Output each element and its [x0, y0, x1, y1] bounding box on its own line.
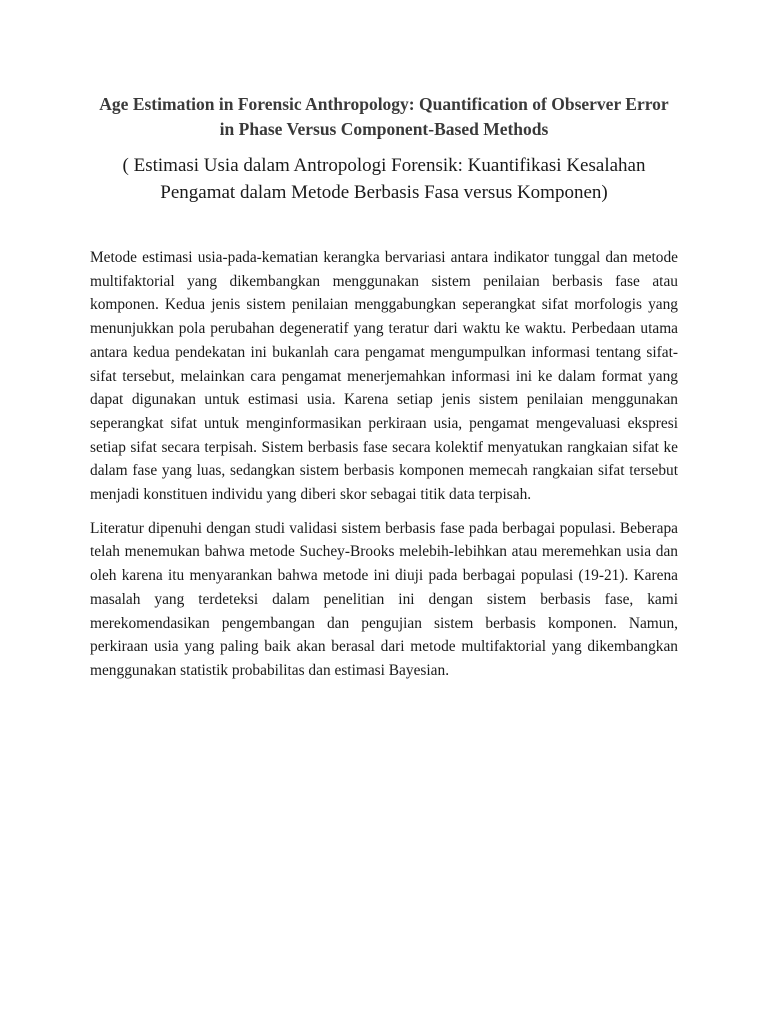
document-title: Age Estimation in Forensic Anthropology: Quantification of Observer Error in Phase Versus Component-Based Methods	[99, 94, 669, 139]
body-paragraph-1: Metode estimasi usia-pada-kematian kerangka bervariasi antara indikator tunggal dan metode multifaktorial yang dikembangkan menggunakan sistem penilaian berbasis fase atau komponen. Kedua jenis sistem penilaian menggabungkan seperangkat sifat morfologis yang menunjukkan pola perubahan degeneratif yang teratur dari waktu ke waktu. Perbedaan utama antara kedua pendekatan ini bukanlah cara pengamat mengumpulkan informasi tentang sifat-sifat tersebut, melainkan cara pengamat menerjemahkan informasi ini ke dalam format yang dapat digunakan untuk estimasi usia. Karena setiap jenis sistem penilaian menggunakan seperangkat sifat untuk menginformasikan perkiraan usia, pengamat mengevaluasi ekspresi setiap sifat secara terpisah. Sistem berbasis fase secara kolektif menyatukan rangkaian sifat ke dalam fase yang luas, sedangkan sistem berbasis komponen memecah rangkaian sifat tersebut menjadi konstituen individu yang diberi skor sebagai titik data terpisah.	[90, 249, 678, 504]
document-body	[90, 246, 678, 693]
document-subtitle-translation: ( Estimasi Usia dalam Antropologi Forensik: Kuantifikasi Kesalahan Pengamat dalam Metode Berbasis Fasa versus Komponen)	[122, 155, 646, 203]
body-paragraph-2: Literatur dipenuhi dengan studi validasi sistem berbasis fase pada berbagai populasi. Beberapa telah menemukan bahwa metode Suchey-Brooks melebih-lebihkan atau meremehkan usia dan oleh karena itu menyarankan bahwa metode ini diuji pada berbagai populasi (19-21). Karena masalah yang terdeteksi dalam penelitian ini dengan sistem berbasis fase, kami merekomendasikan pengembangan dan pengujian sistem berbasis komponen. Namun, perkiraan usia yang paling baik akan berasal dari metode multifaktorial yang dikembangkan menggunakan statistik probabilitas dan estimasi Bayesian.	[90, 519, 678, 679]
